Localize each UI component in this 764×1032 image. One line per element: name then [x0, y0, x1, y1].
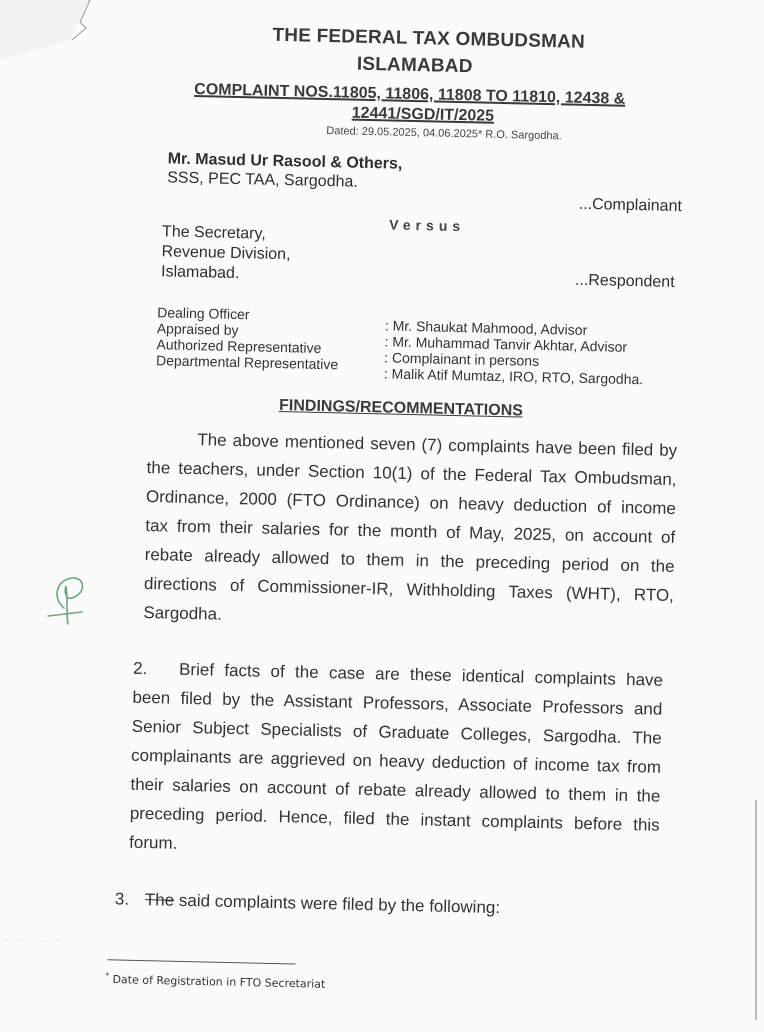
paragraph-2-line: forum. — [128, 832, 178, 853]
paragraph-1-line: tax from their salaries for the month of May, 2025, on account of — [145, 516, 676, 548]
official-value-authorized-rep: : Complainant in persons — [384, 349, 540, 369]
footnote-marker: * — [105, 971, 110, 981]
paragraph-2-line: been filed by the Assistant Professors, Associate Professors and — [132, 687, 663, 719]
org-title: THE FEDERAL TAX OMBUDSMAN — [272, 24, 586, 53]
paragraph-1-line: the teachers, under Section 10(1) of the Federal Tax Ombudsman, — [146, 458, 677, 490]
paragraph-1-line: rebate already allowed to them in the preceding period on the — [144, 544, 675, 577]
respondent-role: ...Respondent — [574, 271, 675, 291]
respondent-line3: Islamabad. — [160, 263, 240, 283]
paragraph-2-number: 2. — [132, 658, 148, 679]
official-value-dealing-officer: : Mr. Shaukat Mahmood, Advisor — [384, 317, 588, 338]
paragraph-3-text: said complaints were filed by the following: — [173, 890, 501, 918]
paragraph-2 — [129, 654, 663, 869]
official-value-appraised-by: : Mr. Muhammad Tanvir Akhtar, Advisor — [384, 333, 628, 355]
handwritten-initial-icon — [42, 572, 102, 632]
paragraph-1-line: directions of Commissioner-IR, Withholding Taxes (WHT), RTO, — [143, 573, 675, 606]
official-label-dealing-officer: Dealing Officer — [157, 304, 250, 323]
complainant-role: ...Complainant — [578, 195, 683, 216]
footnote-divider — [107, 959, 295, 964]
paragraph-1 — [143, 424, 677, 639]
versus-label: Versus — [389, 216, 466, 235]
complaint-numbers-line1: COMPLAINT NOS.11805, 11806, 11808 TO 11810, 12438 & — [194, 81, 626, 108]
complaint-dated: Dated: 29.05.2025, 04.06.2025* R.O. Sargodha. — [326, 125, 562, 143]
complaint-numbers-line2: 12441/SGD/IT/2025 — [351, 104, 495, 125]
paragraph-2-line: 2. Brief facts of the case are these identical complaints have — [133, 654, 664, 695]
paragraph-1-line: Sargodha. — [143, 602, 223, 624]
complainant-name: Mr. Masud Ur Rasool & Others, — [167, 150, 403, 173]
findings-heading: FINDINGS/RECOMMENTATIONS — [278, 397, 524, 420]
official-label-departmental-rep: Departmental Representative — [155, 352, 339, 373]
official-label-authorized-rep: Authorized Representative — [156, 336, 322, 356]
paragraph-3-struck-word: The — [144, 890, 175, 910]
paragraph-2-line: their salaries on account of rebate already allowed to them in the — [130, 774, 661, 806]
official-value-departmental-rep: : Malik Atif Mumtaz, IRO, RTO, Sargodha. — [383, 365, 644, 388]
footnote-text: Date of Registration in FTO Secretariat — [112, 973, 326, 991]
org-city: ISLAMABAD — [356, 53, 473, 78]
paragraph-3-number: 3. — [114, 889, 130, 909]
paragraph-1-line: The above mentioned seven (7) complaints have been filed by — [197, 430, 678, 461]
respondent-line1: The Secretary, — [161, 223, 266, 243]
paragraph-2-line: Senior Subject Specialists of Graduate Colleges, Sargodha. The — [131, 716, 662, 748]
paragraph-3 — [115, 889, 501, 918]
paragraph-2-line: complainants are aggrieved on heavy deduction of income tax from — [130, 745, 662, 777]
paragraph-1-line: Ordinance, 2000 (FTO Ordinance) on heavy deduction of income — [145, 487, 677, 519]
footnote — [105, 971, 326, 991]
official-label-appraised-by: Appraised by — [156, 320, 239, 339]
respondent-line2: Revenue Division, — [161, 243, 291, 264]
paragraph-2-line: preceding period. Hence, filed the instant complaints before this — [129, 803, 660, 835]
complainant-detail: SSS, PEC TAA, Sargodha. — [167, 169, 359, 191]
scan-specks: · · · ·· · · · — [6, 936, 83, 945]
